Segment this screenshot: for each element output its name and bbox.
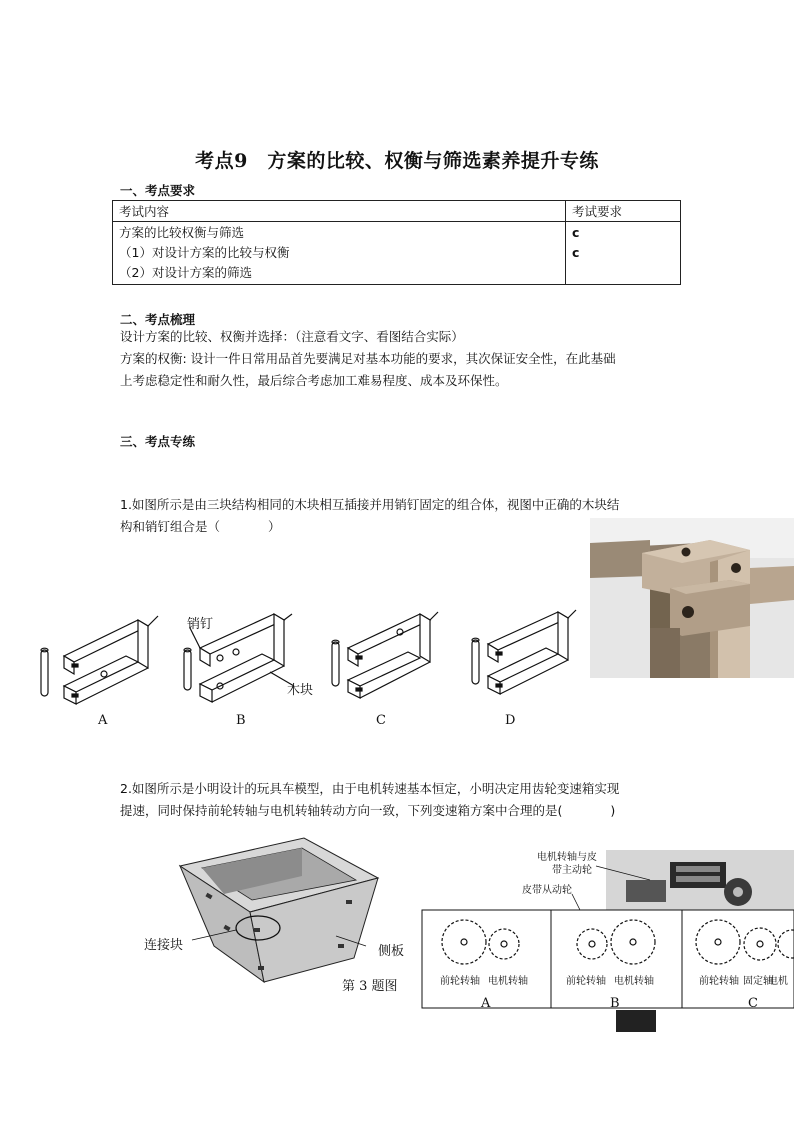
gearbox-figure [420, 840, 794, 1040]
q1-line-1: 1.如图所示是由三块结构相同的木块相互插接并用销钉固定的组合体，视图中正确的木块结 [120, 497, 620, 512]
gear-b-motor: 电机转轴 [614, 976, 654, 987]
q2-line-2-start: 提速，同时保持前轮转轴与电机转轴转动方向一致，下列变速箱方案中合理的是( [120, 803, 563, 818]
option-d-drawing [472, 610, 576, 694]
option-c-drawing [332, 612, 438, 698]
wooden-joint-photo [590, 518, 794, 678]
review-line-1: 设计方案的比较、权衡并选择：（注意看文字、看图结合实际） [120, 329, 464, 344]
requirements-table [112, 200, 681, 285]
q2-option-b-label: B [610, 996, 620, 1011]
section-heading-requirements: 一、考点要求 [120, 183, 196, 198]
table-header-requirement: 考试要求 [566, 201, 681, 222]
table-header-row [113, 201, 681, 222]
label-pin: 销钉 [187, 617, 214, 632]
gear-b-front: 前轮转轴 [566, 976, 606, 987]
q2-line-2 [120, 800, 690, 822]
q2-option-c-label: C [748, 996, 758, 1011]
option-a-label: A [98, 713, 108, 728]
table-row [113, 222, 681, 285]
box-figure [140, 836, 410, 996]
question-2-text [120, 778, 690, 822]
row-main-text: 方案的比较权衡与筛选 [119, 225, 245, 240]
section-heading-review: 二、考点梳理 [120, 312, 196, 327]
figure-caption: 第 3 题图 [342, 979, 398, 994]
review-line-3: 上考虑稳定性和耐久性，最后综合考虑加工难易程度、成本及环保性。 [120, 373, 508, 388]
q2-option-a-label: A [481, 996, 491, 1011]
review-line-2: 方案的权衡: 设计一件日常用品首先要满足对基本功能的要求，其次保证安全性，在此基础 [120, 351, 616, 366]
label-connector-block: 连接块 [144, 938, 184, 953]
req-b-value: c [572, 245, 580, 260]
gear-c-motor: 电机 [768, 976, 788, 987]
q1-line-2-start: 构和销钉组合是（ [120, 519, 221, 534]
q2-line-2-end: ) [610, 803, 616, 818]
row-b-text: （2）对设计方案的筛选 [119, 265, 252, 280]
gear-c-front: 前轮转轴 [699, 976, 739, 987]
row-a-text: （1）对设计方案的比较与权衡 [119, 245, 290, 260]
label-block: 木块 [287, 683, 314, 698]
table-cell-requirement [566, 222, 681, 285]
q2-line-1: 2.如图所示是小明设计的玩具车模型，由于电机转速基本恒定，小明决定用齿轮变速箱实现 [120, 781, 620, 796]
table-header-content: 考试内容 [113, 201, 566, 222]
car-label-motor-2: 带主动轮 [552, 865, 592, 876]
option-c-label: C [376, 713, 386, 728]
gear-c-fixed: 固定轴 [743, 976, 773, 987]
gear-a-front: 前轮转轴 [440, 976, 480, 987]
car-label-motor-1: 电机转轴与皮 [537, 852, 597, 863]
page-title: 考点9 方案的比较、权衡与筛选素养提升专练 [195, 150, 599, 172]
table-cell-content [113, 222, 566, 285]
label-side-panel: 侧板 [378, 944, 405, 959]
option-d-label: D [505, 713, 516, 728]
section-heading-practice: 三、考点专练 [120, 434, 196, 449]
req-a-value: c [572, 225, 580, 240]
car-label-driven-wheel: 皮带从动轮 [522, 885, 572, 896]
option-b-label: B [236, 713, 246, 728]
review-text [120, 326, 690, 392]
option-a-drawing [41, 616, 158, 704]
gear-a-motor: 电机转轴 [488, 976, 528, 987]
q1-line-2-end: ） [268, 519, 281, 534]
